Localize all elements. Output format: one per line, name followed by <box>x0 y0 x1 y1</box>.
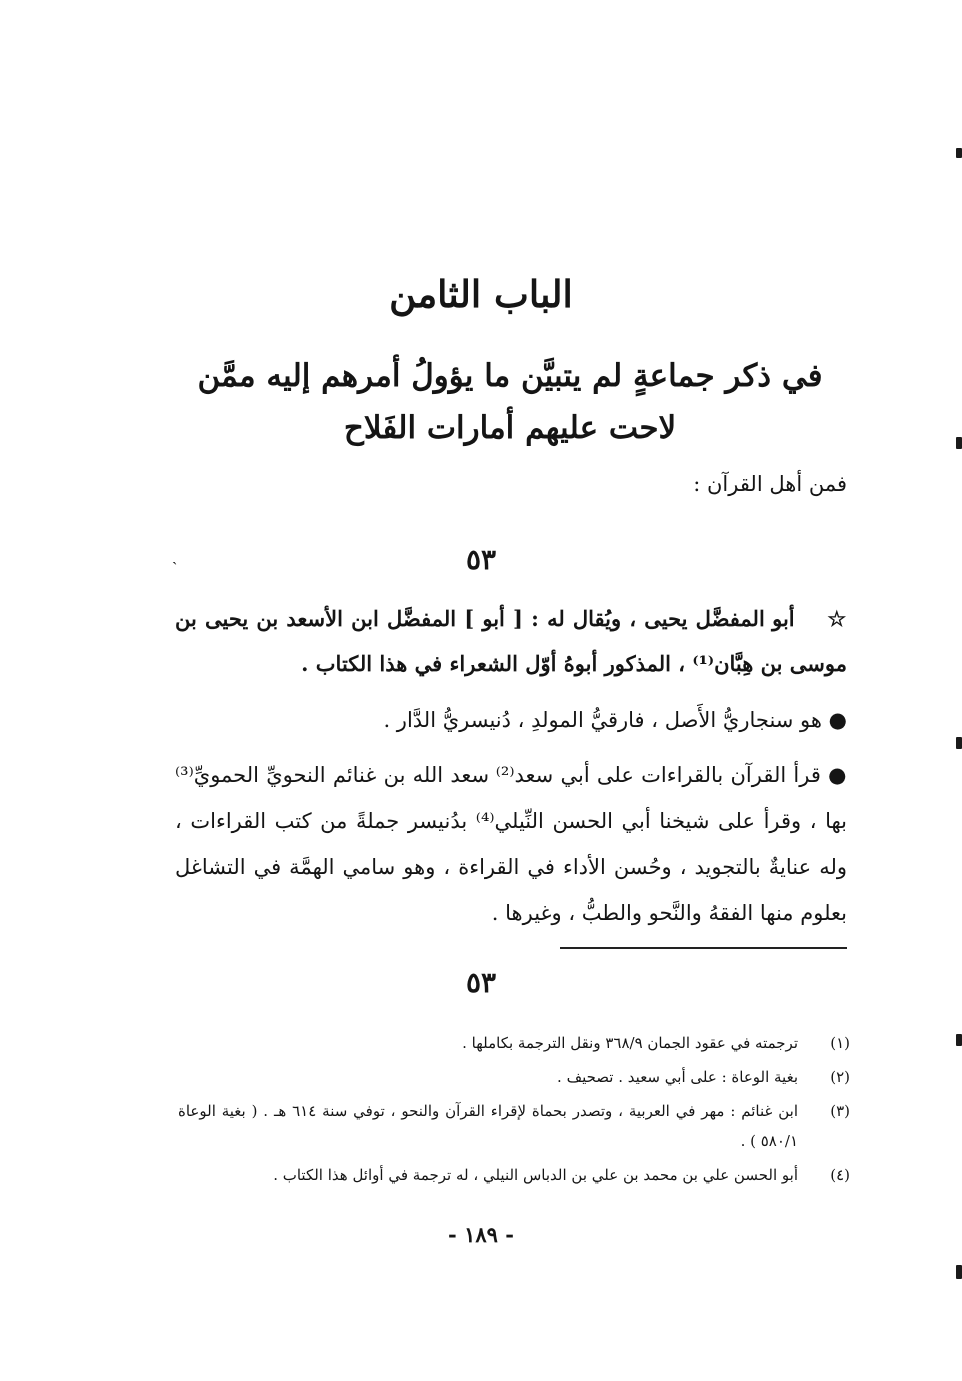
bullet-paragraph-2 <box>175 752 847 936</box>
intro-line: فمن أهل القرآن : <box>693 472 847 496</box>
footnote-item <box>178 1160 850 1190</box>
chapter-title: الباب الثامن <box>389 272 573 316</box>
chapter-subtitle: في ذكر جماعةٍ لم يتبيَّن ما يؤولُ أمرهم إليه ممَّن لاحت عليهم أمارات الفَلاح <box>197 358 823 446</box>
stray-mark: ˎ <box>172 546 178 565</box>
scan-edge-mark <box>956 737 962 749</box>
footnote-text: أبو الحسن علي بن محمد بن علي بن الدباس النيلي ، له ترجمة في أوائل هذا الكتاب . <box>273 1166 798 1184</box>
scan-edge-mark <box>956 148 962 158</box>
scan-edge-mark <box>956 1034 962 1046</box>
scan-edge-mark <box>956 437 962 449</box>
footnote-number: (٤) <box>830 1166 850 1184</box>
footnote-text: ترجمته في عقود الجمان ٣٦٨/٩ ونقل الترجمة بكاملها . <box>462 1034 798 1052</box>
footnotes <box>178 1028 850 1194</box>
scan-edge-mark <box>956 1265 962 1279</box>
star-icon: ☆ <box>827 606 848 631</box>
footnote-number: (٣) <box>830 1102 850 1120</box>
footnote-number: (١) <box>830 1034 850 1052</box>
footnote-number: (٢) <box>830 1068 850 1086</box>
footnote-text: بغية الوعاة : على أبي سعيد . تصحيف . <box>557 1068 798 1086</box>
entry-heading <box>175 596 847 686</box>
footnote-divider <box>560 947 847 949</box>
bullet-1-text: هو سنجاريُّ الأَصل ، فارقيُّ المولدِ ، دُنيسريُّ الدَّار . <box>383 708 822 732</box>
bullet-icon: ● <box>828 707 847 732</box>
footnote-item <box>178 1028 850 1058</box>
bullet-paragraph-1 <box>175 700 847 740</box>
bullet-2-text: قرأ القرآن بالقراءات على أبي سعد⁽²⁾ سعد الله بن غنائم النحويِّ الحمويِّ⁽³⁾ بها ، وقرأ على شيخنا أبي الحسن النِّيلي⁽⁴⁾ بدُنيسر جملةً من كتب القراءات ، وله عنايةٌ بالتجويد ، وحُسن الأداء في القراءة ، وهو سامي الهمَّة في التشاغل بعلوم منها الفقهُ والنَّحو والطبُّ ، وغيرها . <box>175 763 847 925</box>
page-number: - ١٨٩ - <box>448 1222 514 1247</box>
bullet-icon: ● <box>828 762 848 787</box>
footnote-item <box>178 1096 850 1156</box>
entry-number-top: ٥٣ <box>465 543 497 576</box>
footnote-text: ابن غنائم : مهر في العربية ، وتصدر بحماة لإقراء القرآن والنحو ، توفي سنة ٦١٤ هـ . ( بغية الوعاة ٥٨٠/١ ) . <box>178 1102 798 1150</box>
entry-heading-text: أبو المفضَّل يحيى ، ويُقال له : [ أبو ] المفضَّل ابن الأسعد بن يحيى بن موسى بن هِبَّان⁽¹⁾ ، المذكور أبوهُ أوّل الشعراء في هذا الكتاب . <box>175 606 847 676</box>
entry-number-bottom: ٥٣ <box>465 966 497 999</box>
footnote-item <box>178 1062 850 1092</box>
